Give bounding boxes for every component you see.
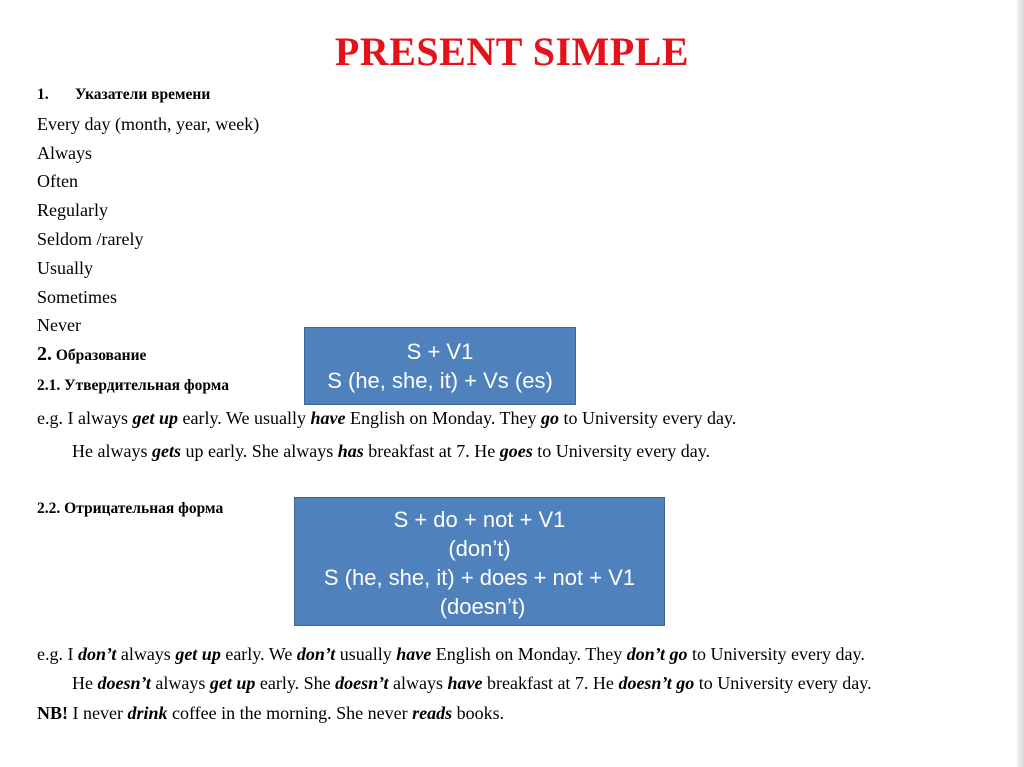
emphasized-verb: get up [209,673,256,693]
sentence-text: coffee in the morning. She never [167,703,413,723]
emphasized-verb: get up [175,644,221,664]
sentence-text: to University every day. [559,408,737,428]
nb-text [68,703,504,723]
affirmative-example-1 [37,408,736,429]
sentence-text: breakfast at 7. He [482,673,619,693]
formula-line: S + do + not + V1 [393,507,566,532]
sentence-text: I never [68,703,128,723]
sentence-text: breakfast at 7. He [363,441,500,461]
section-2-2-heading: 2.2. Отрицательная форма [37,500,224,517]
section-2-number: 2. [37,343,52,365]
affirmative-example-2 [72,441,710,462]
page-title: PRESENT SIMPLE [334,29,690,74]
sentence-text: books. [452,703,505,723]
section-1-title: Указатели времени [75,86,211,103]
formula-line: (don’t) [448,536,511,561]
sentence-text: usually [335,644,397,664]
sentence-text: to University every day. [694,673,872,693]
section-1-number: 1. [37,86,49,103]
emphasized-verb: doesn’t go [618,673,695,693]
emphasized-verb: don’t [77,644,117,664]
sentence-text: early. We [220,644,297,664]
sentence-text: to University every day. [687,644,865,664]
emphasized-verb: don’t go [626,644,688,664]
emphasized-verb: don’t [296,644,336,664]
negative-example-2 [72,673,872,694]
sentence-text: always [388,673,448,693]
negative-formula-box [294,497,665,626]
formula-line: S (he, she, it) + does + not + V1 [323,565,636,590]
time-marker: Often [37,171,78,191]
negative-example-1 [37,644,865,665]
sentence-text: e.g. I [37,644,78,664]
sentence-text: He [72,673,98,693]
section-2-1-heading: 2.1. Утвердительная форма [37,377,229,394]
emphasized-verb: go [541,408,559,428]
time-marker: Always [37,143,92,163]
formula-line: (doesn’t) [439,594,526,619]
emphasized-verb: goes [499,441,533,461]
section-2-heading [37,343,146,366]
formula-line: S (he, she, it) + Vs (es) [327,368,553,393]
affirmative-formula-box [304,327,576,405]
sentence-text: English on Monday. They [431,644,627,664]
time-marker: Regularly [37,200,108,220]
nb-note [37,703,504,724]
time-marker: Sometimes [37,287,117,307]
time-marker: Never [37,315,81,335]
sentence-text: He always [72,441,152,461]
time-marker: Every day (month, year, week) [37,114,260,134]
formula-line: S + V1 [406,339,474,364]
sentence-text: early. She [255,673,336,693]
emphasized-verb: reads [412,703,453,723]
emphasized-verb: drink [127,703,168,723]
emphasized-verb: have [310,408,346,428]
section-2-title: Образование [55,347,147,364]
emphasized-verb: have [447,673,483,693]
sentence-text: always [150,673,210,693]
emphasized-verb: get up [132,408,178,428]
emphasized-verb: gets [151,441,181,461]
sentence-text: early. We usually [177,408,311,428]
time-marker: Usually [37,258,93,278]
time-marker: Seldom /rarely [37,229,144,249]
emphasized-verb: doesn’t [335,673,389,693]
sentence-text: to University every day. [532,441,711,461]
slide-edge [1017,0,1024,767]
emphasized-verb: have [396,644,432,664]
nb-label: NB! [37,703,68,723]
sentence-text: e.g. I always [37,408,133,428]
sentence-text: up early. She always [180,441,338,461]
emphasized-verb: has [337,441,364,461]
emphasized-verb: doesn’t [97,673,151,693]
section-1-heading [37,86,210,104]
sentence-text: always [116,644,176,664]
sentence-text: English on Monday. They [345,408,541,428]
